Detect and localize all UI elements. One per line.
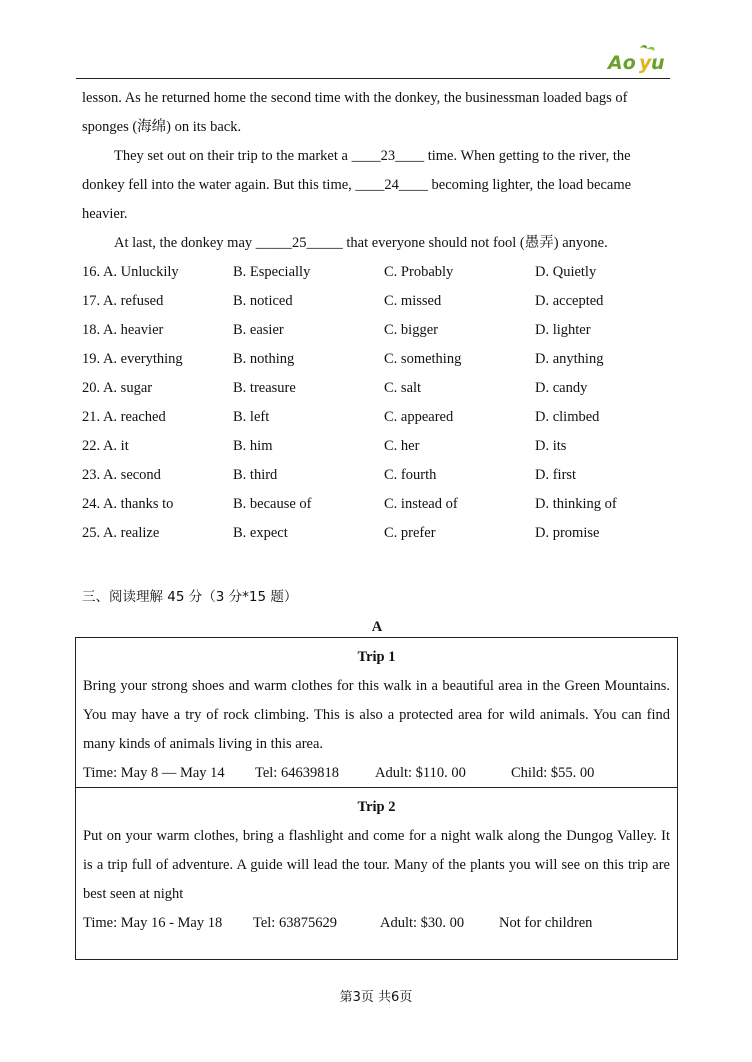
trips-box [75,637,678,960]
option-a: 24. A. thanks to [82,496,174,512]
header-divider [76,78,670,79]
option-d: D. lighter [535,322,591,338]
trip-details [83,759,670,788]
option-c: C. fourth [384,467,437,483]
option-d: D. climbed [535,409,600,425]
question-row [82,287,672,316]
passage-label: A [371,619,383,635]
option-a: 21. A. reached [82,409,166,425]
option-d: D. thinking of [535,496,617,512]
answer-options-table [82,258,672,548]
trip-adult-price: Adult: $110. 00 [375,765,466,781]
trip-tel: Tel: 63875629 [253,915,337,931]
option-c: C. Probably [384,264,454,280]
option-c: C. bigger [384,322,438,338]
option-a: 23. A. second [82,467,161,483]
option-b: B. left [233,409,270,425]
option-b: B. third [233,467,278,483]
option-d: D. its [535,438,567,454]
option-b: B. easier [233,322,284,338]
option-a: 18. A. heavier [82,322,164,338]
option-a: 25. A. realize [82,525,160,541]
cloze-paragraph: They set out on their trip to the market a ____23____ time. When getting to the river, the donkey fell into the water again. But this time, ____24____ becoming lighter, the load became heavier. [82,148,632,222]
option-a: 22. A. it [82,438,129,454]
option-b: B. nothing [233,351,295,367]
question-row [82,432,672,461]
aoyu-logo-icon [606,44,668,74]
question-row [82,403,672,432]
cloze-paragraph: At last, the donkey may _____25_____ that everyone should not fool (愚弄) anyone. [114,235,608,251]
option-a: 19. A. everything [82,351,183,367]
option-d: D. promise [535,525,600,541]
trip-description: Bring your strong shoes and warm clothes for this walk in a beautiful area in the Green Mountains. You may have a try of rock climbing. This is also a protected area for wild animals. You can find many kinds of animals living in this area. [83,678,670,752]
option-b: B. noticed [233,293,293,309]
trip-time: Time: May 16 - May 18 [83,915,223,931]
option-c: C. prefer [384,525,436,541]
trip-details [83,909,670,938]
question-row [82,461,672,490]
question-row [82,316,672,345]
option-a: 17. A. refused [82,293,164,309]
trip-title: Trip 1 [357,649,396,665]
question-row [82,258,672,287]
question-row [82,345,672,374]
option-b: B. because of [233,496,312,512]
option-c: C. her [384,438,420,454]
option-d: D. candy [535,380,588,396]
option-a: 20. A. sugar [82,380,153,396]
option-b: B. him [233,438,273,454]
trip-adult-price: Adult: $30. 00 [380,915,465,931]
option-d: D. first [535,467,577,483]
question-row [82,490,672,519]
trip-title: Trip 2 [357,799,396,815]
cloze-paragraph: lesson. As he returned home the second time with the donkey, the businessman loaded bags of sponges (海绵) on its back. [82,90,628,135]
option-c: C. appeared [384,409,454,425]
option-b: B. expect [233,525,288,541]
svg-text:u: u [651,52,665,74]
option-c: C. something [384,351,462,367]
trip-time: Time: May 8 — May 14 [83,765,225,781]
trip-card [76,638,677,786]
svg-text:y: y [639,52,652,74]
svg-text:Ao: Ao [608,52,636,74]
question-row [82,519,672,548]
option-c: C. instead of [384,496,458,512]
option-d: D. accepted [535,293,604,309]
trip-description: Put on your warm clothes, bring a flashlight and come for a night walk along the Dungog Valley. It is a trip full of adventure. A guide will lead the tour. Many of the plants you will see on this trip are best seen at night [83,828,670,902]
option-b: B. treasure [233,380,296,396]
option-b: B. Especially [233,264,311,280]
option-d: D. anything [535,351,604,367]
trip-child-price: Not for children [499,915,593,931]
option-d: D. Quietly [535,264,597,280]
question-row [82,374,672,403]
section-title: 三、阅读理解 45 分（3 分*15 题） [82,589,298,605]
option-c: C. missed [384,293,442,309]
option-c: C. salt [384,380,422,396]
trip-tel: Tel: 64639818 [255,765,339,781]
trip-card [76,787,677,960]
page-number: 第3页 共6页 [339,990,413,1005]
trip-child-price: Child: $55. 00 [511,765,595,781]
option-a: 16. A. Unluckily [82,264,179,280]
